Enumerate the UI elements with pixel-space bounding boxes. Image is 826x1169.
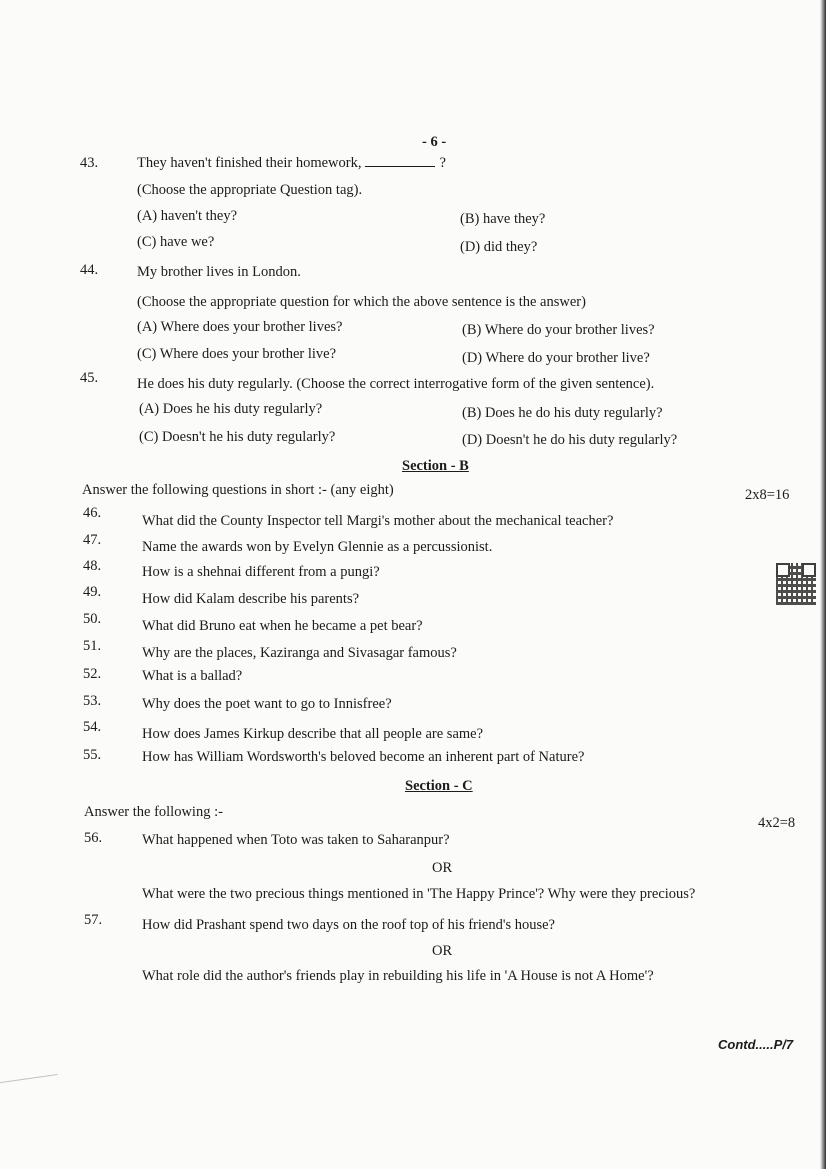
question-number: 52. [83,666,102,682]
question-number: 53. [83,693,102,709]
question-text: Name the awards won by Evelyn Glennie as a percussionist. [142,539,493,555]
option-c: (C) have we? [137,234,215,250]
option-c: (C) Doesn't he his duty regularly? [139,429,336,445]
option-a: (A) Where does your brother lives? [137,319,343,335]
question-number: 43. [80,155,99,171]
section-c-title: Section - C [405,778,473,794]
question-text: What did the County Inspector tell Margi's mother about the mechanical teacher? [142,513,614,529]
scan-corner-mark [0,1074,62,1113]
question-number: 57. [84,912,103,928]
question-text: How did Prashant spend two days on the roof top of his friend's house? [142,917,555,933]
question-number: 56. [84,830,103,846]
question-text: Why does the poet want to go to Innisfree? [142,696,392,712]
question-stem: My brother lives in London. [137,264,301,280]
option-d: (D) did they? [460,239,538,255]
question-text: How does James Kirkup describe that all people are same? [142,726,484,742]
question-text: What did Bruno eat when he became a pet bear? [142,618,423,634]
question-stem [137,155,446,172]
question-number: 47. [83,532,102,548]
question-text: What happened when Toto was taken to Saharanpur? [142,832,450,848]
stem-before: They haven't finished their homework, [137,155,362,171]
question-instruction: (Choose the appropriate Question tag). [137,182,363,198]
question-text: How is a shehnai different from a pungi? [142,564,380,580]
question-text: What is a ballad? [142,668,243,684]
section-b-title: Section - B [402,458,469,474]
question-number: 50. [83,611,102,627]
question-number: 49. [83,584,102,600]
page-number: - 6 - [422,134,447,150]
question-number: 46. [83,505,102,521]
section-c-marks: 4x2=8 [758,815,796,831]
option-d: (D) Doesn't he do his duty regularly? [462,432,678,448]
question-text: How has William Wordsworth's beloved become an inherent part of Nature? [142,749,585,765]
question-number: 55. [83,747,102,763]
scan-edge-shadow [820,0,826,1169]
question-text: How did Kalam describe his parents? [142,591,360,607]
or-label: OR [432,943,453,959]
question-number: 54. [83,719,102,735]
question-number: 48. [83,558,102,574]
option-a: (A) haven't they? [137,208,238,224]
or-label: OR [432,860,453,876]
question-text: Why are the places, Kaziranga and Sivasagar famous? [142,645,457,661]
option-c: (C) Where does your brother live? [137,346,337,362]
section-c-instruction: Answer the following :- [84,804,223,820]
answer-blank [365,166,435,167]
question-number: 51. [83,638,102,654]
question-number: 44. [80,262,99,278]
option-b: (B) have they? [460,211,546,227]
section-b-instruction: Answer the following questions in short :- (any eight) [82,482,394,498]
qr-code-image [776,563,816,605]
alternative-question: What were the two precious things mentioned in 'The Happy Prince'? Why were they precious? [142,886,696,902]
question-number: 45. [80,370,99,386]
option-a: (A) Does he his duty regularly? [139,401,323,417]
continued-note: Contd.....P/7 [718,1037,794,1052]
question-instruction: (Choose the appropriate question for which the above sentence is the answer) [137,294,586,310]
alternative-question: What role did the author's friends play in rebuilding his life in 'A House is not A Home'? [142,968,654,984]
question-stem: He does his duty regularly. (Choose the correct interrogative form of the given sentence). [137,376,655,392]
option-b: (B) Where do your brother lives? [462,322,655,338]
option-b: (B) Does he do his duty regularly? [462,405,663,421]
option-d: (D) Where do your brother live? [462,350,650,366]
stem-after: ? [439,155,446,171]
section-b-marks: 2x8=16 [745,487,790,503]
